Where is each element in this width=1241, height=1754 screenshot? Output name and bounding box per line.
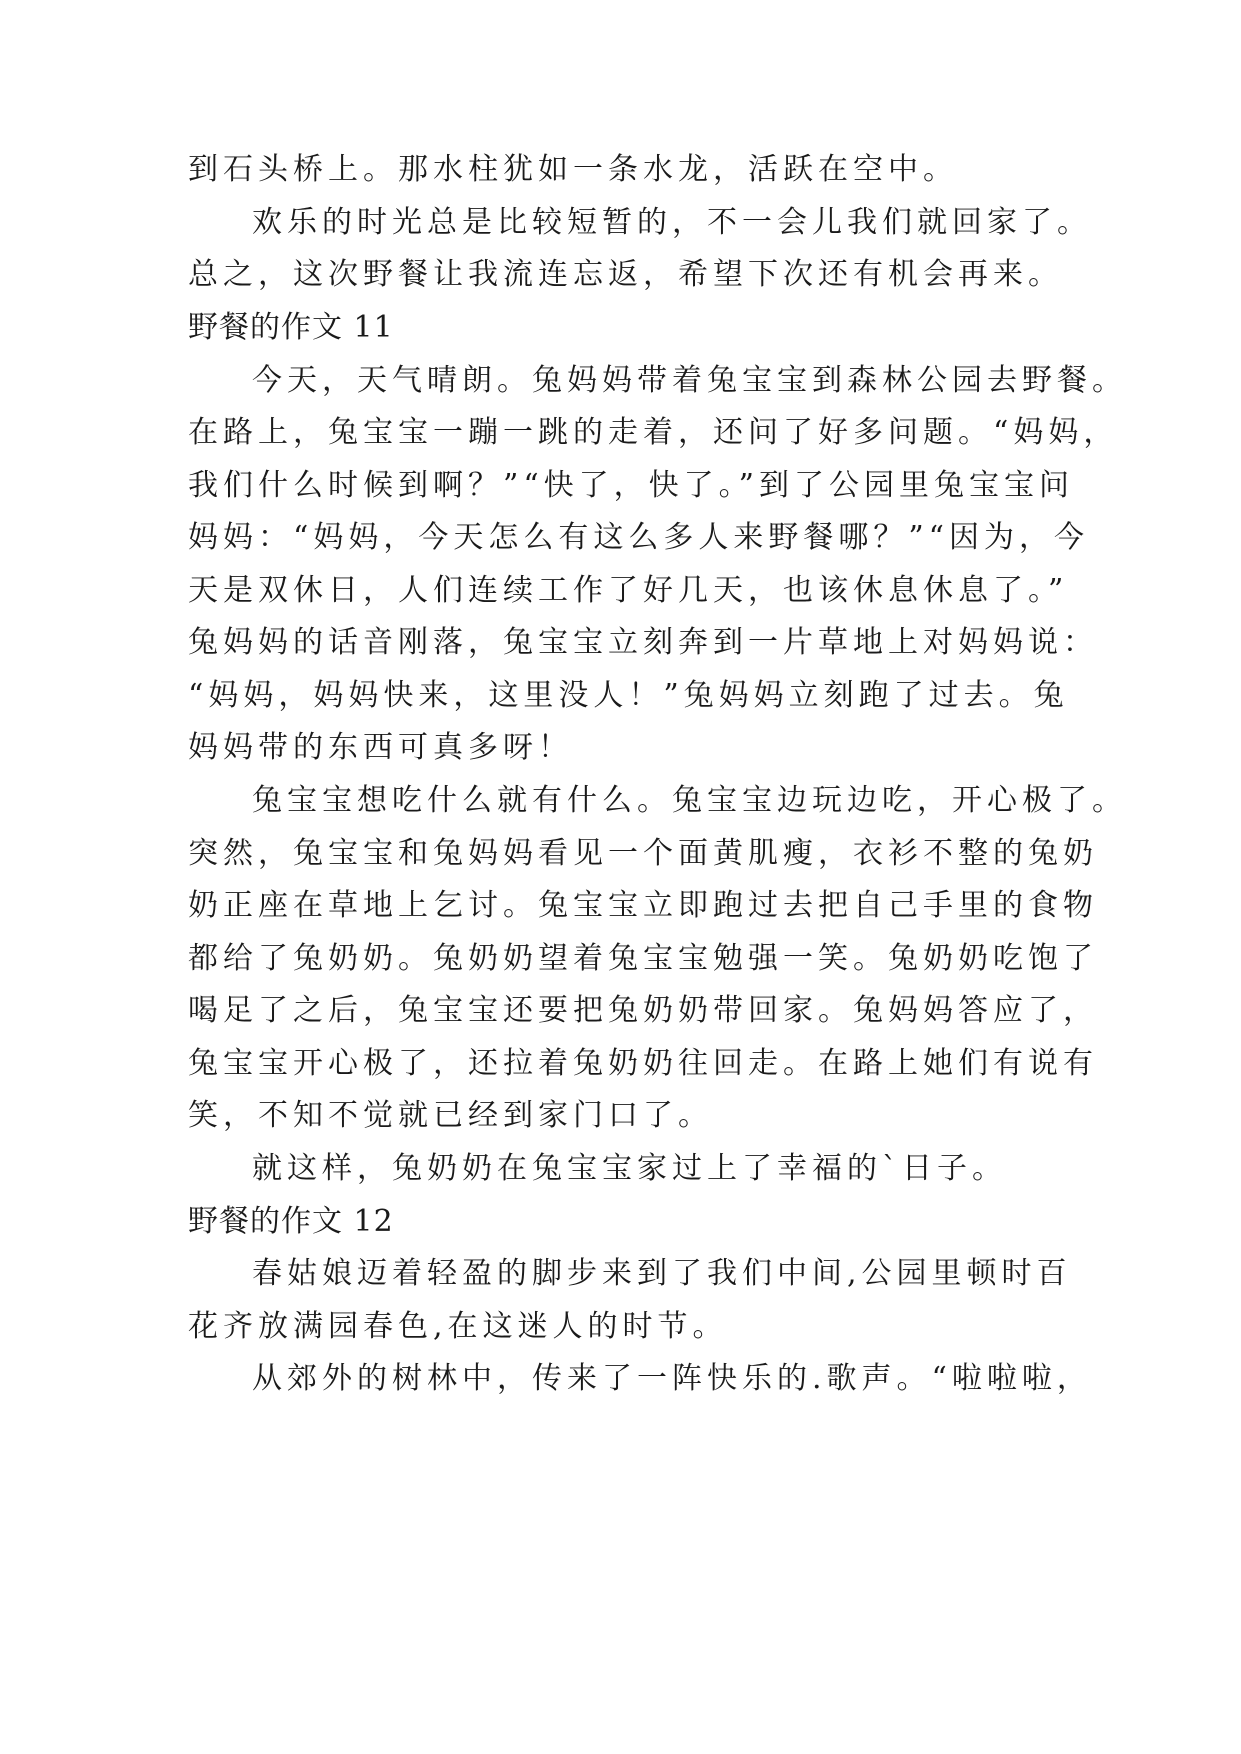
text-line: 奶正座在草地上乞讨。兔宝宝立即跑过去把自己手里的食物 [188,888,1098,923]
section-heading: 野餐的作文 12 [188,1204,394,1239]
paragraph-start: 今天，天气晴朗。兔妈妈带着兔宝宝到森林公园去野餐。 [252,363,1127,398]
text-line: 妈妈带的东西可真多呀！ [188,730,573,765]
text-line: 都给了兔奶奶。兔奶奶望着兔宝宝勉强一笑。兔奶奶吃饱了 [188,941,1098,976]
text-line: 到石头桥上。那水柱犹如一条水龙，活跃在空中。 [188,152,958,187]
text-line: 兔宝宝开心极了，还拉着兔奶奶往回走。在路上她们有说有 [188,1046,1098,1081]
paragraph-start: 就这样，兔奶奶在兔宝宝家过上了幸福的`日子。 [252,1151,1007,1186]
text-line: 总之，这次野餐让我流连忘返，希望下次还有机会再来。 [188,257,1063,292]
text-line: 突然，兔宝宝和兔妈妈看见一个面黄肌瘦，衣衫不整的兔奶 [188,836,1098,871]
text-line: “妈妈，妈妈快来，这里没人！”兔妈妈立刻跑了过去。兔 [188,678,1069,713]
text-line: 我们什么时候到啊？”“快了，快了。”到了公园里兔宝宝问 [188,468,1075,503]
text-line: 喝足了之后，兔宝宝还要把兔奶奶带回家。兔妈妈答应了， [188,993,1098,1028]
text-line: 花齐放满园春色,在这迷人的时节。 [188,1309,728,1344]
paragraph-start: 春姑娘迈着轻盈的脚步来到了我们中间,公园里顿时百 [252,1256,1072,1291]
section-heading: 野餐的作文 11 [188,310,394,345]
text-line: 妈妈：“妈妈，今天怎么有这么多人来野餐哪？”“因为，今 [188,520,1090,555]
text-line: 天是双休日，人们连续工作了好几天，也该休息休息了。” [188,573,1069,608]
paragraph-start: 兔宝宝想吃什么就有什么。兔宝宝边玩边吃，开心极了。 [252,783,1127,818]
text-line: 笑，不知不觉就已经到家门口了。 [188,1098,713,1133]
text-line: 在路上，兔宝宝一蹦一跳的走着，还问了好多问题。“妈妈， [188,415,1119,450]
text-line: 兔妈妈的话音刚落，兔宝宝立刻奔到一片草地上对妈妈说： [188,625,1098,660]
paragraph-start: 从郊外的树林中，传来了一阵快乐的.歌声。“啦啦啦， [252,1361,1092,1396]
paragraph-start: 欢乐的时光总是比较短暂的，不一会儿我们就回家了。 [252,205,1092,240]
